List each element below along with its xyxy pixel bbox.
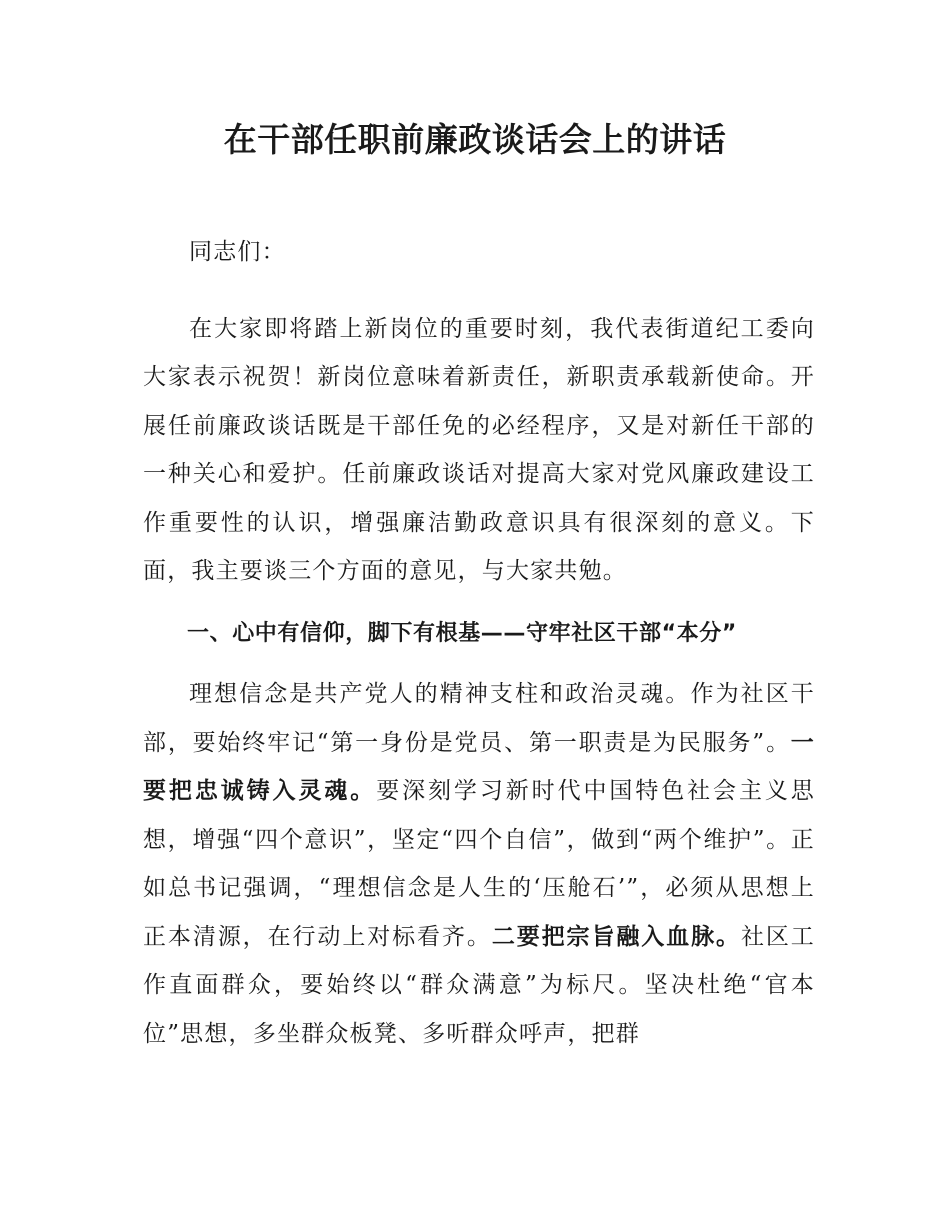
document-body xyxy=(143,228,815,1072)
bold-point-2: 二要把宗旨融入血脉。 xyxy=(491,923,741,950)
document-title: 在干部任职前廉政谈话会上的讲话 xyxy=(223,120,727,159)
section-1-paragraph xyxy=(143,670,815,1058)
section-heading-1: 一、心中有信仰，脚下有根基——守牢社区干部“本分” xyxy=(187,620,737,646)
paragraph-tail-text: 社区工作直面群众，要始终以“群众满意”为标尺。坚决杜绝“官本位”思想，多坐群众板凳、多听群众呼声，把群 xyxy=(143,923,815,1047)
paragraph-lead-text: 理想信念是共产党人的精神支柱和政治灵魂。作为社区干部，要始终牢记“第一身份是党员、第一职责是为民服务”。 xyxy=(143,681,815,756)
intro-paragraph: 在大家即将踏上新岗位的重要时刻，我代表街道纪工委向大家表示祝贺！新岗位意味着新责任，新职责承载新使命。开展任前廉政谈话既是干部任免的必经程序，又是对新任干部的一种关心和爱护。任前廉政谈话对提高大家对党风廉政建设工作重要性的认识，增强廉洁勤政意识具有很深刻的意义。下面，我主要谈三个方面的意见，与大家共勉。 xyxy=(143,315,815,584)
paragraph-mid-text: 要深刻学习新时代中国特色社会主义思想，增强“四个意识”，坚定“四个自信”，做到“两个维护”。正如总书记强调，“理想信念是人生的‘压舱石’”，必须从思想上正本清源，在行动上对标看齐。 xyxy=(143,778,815,950)
bold-point-1: 一要把忠诚铸入灵魂。 xyxy=(143,729,815,804)
greeting: 同志们： xyxy=(189,239,286,265)
